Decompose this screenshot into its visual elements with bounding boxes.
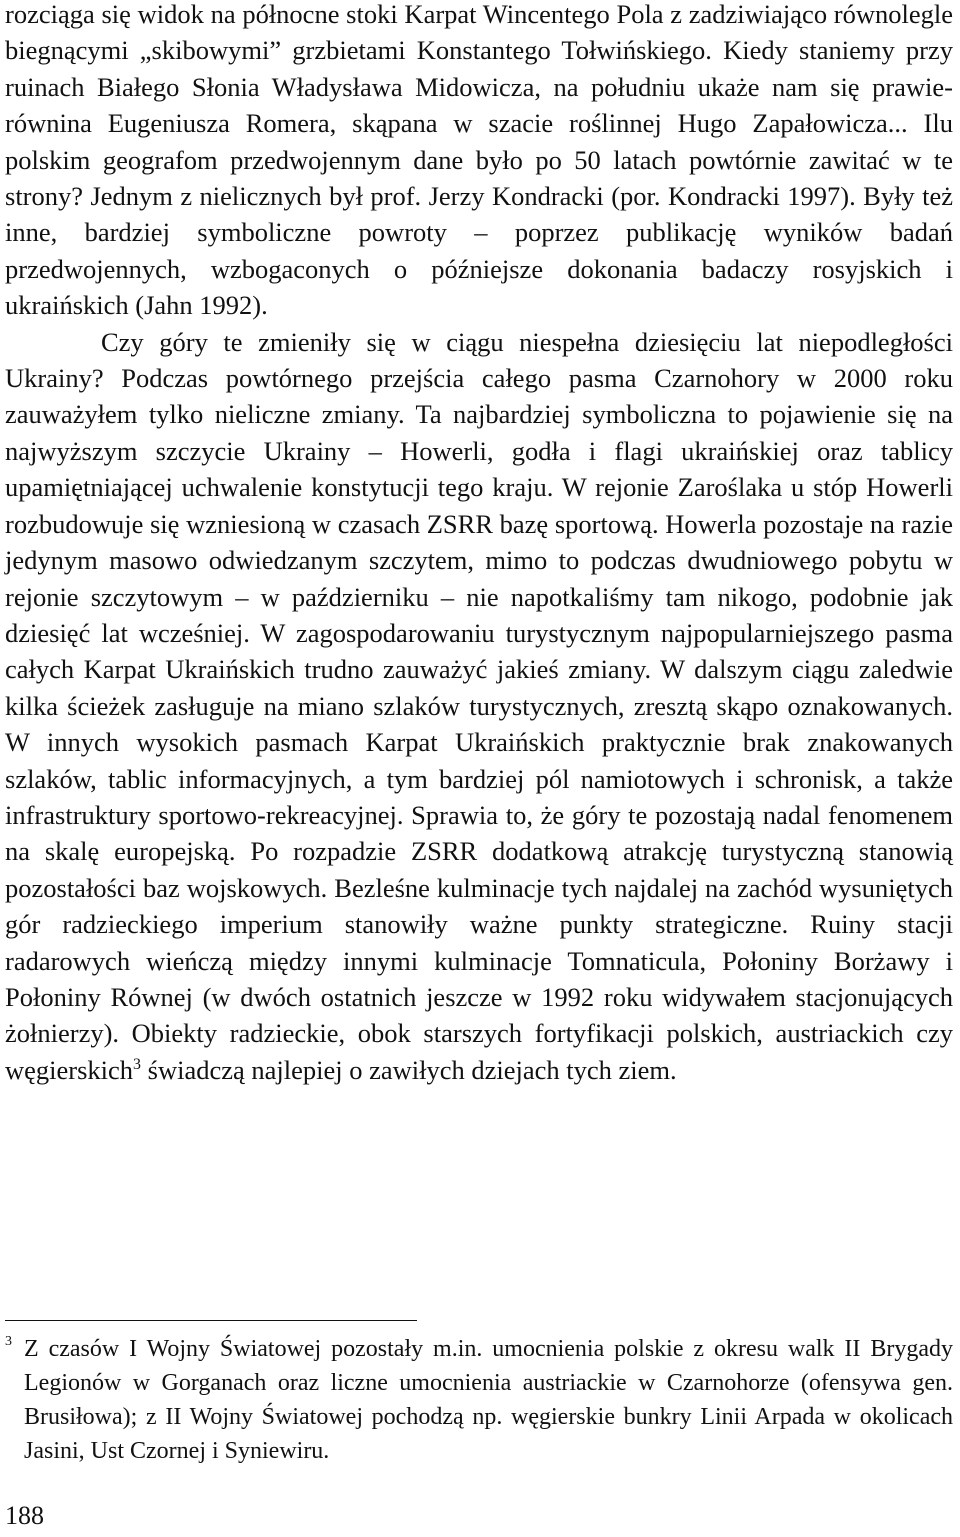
paragraph-1-text: rozciąga się widok na północne stoki Karpat Wincentego Pola z zadziwiająco równolegle biegnącymi „skibowymi” grzbietami Konstantego Tołwińskiego. Kiedy staniemy przy ruinach Białego Słonia Władysława Midowicza, na południu ukaże nam się prawie-równina Eugeniusza Romera, skąpana w szacie roślinnej Hugo Zapałowicza... Ilu polskim geografom przedwojennym dane było po 50 latach powtórnie zawitać w te strony? Jednym z nielicznych był prof. Jerzy Kondracki (por. Kondracki 1997). Były też inne, bardziej symboliczne powroty – poprzez publikację wyników badań przedwojennych, wzbogaconych o późniejsze dokonania badaczy rosyjskich i ukraińskich (Jahn 1992).	[5, 0, 953, 321]
paragraph-2	[5, 324, 953, 1089]
footnote-text: Z czasów I Wojny Światowej pozostały m.in. umocnienia polskie z okresu walk II Brygady Legionów w Gorganach oraz liczne umocnienia austriackie w Czarnohorze (ofensywa gen. Brusiłowa); z II Wojny Światowej pochodzą np. węgierskie bunkry Linii Arpada w okolicach Jasini, Ust Czornej i Syniewiru.	[24, 1336, 953, 1464]
paragraph-2-text: Czy góry te zmieniły się w ciągu niespełna dziesięciu lat niepodległości Ukrainy? Podczas powtórnego przejścia całego pasma Czarnohory w 2000 roku zauważyłem tylko nieliczne zmiany. Ta najbardziej symboliczna to pojawienie się na najwyższym szczycie Ukrainy – Howerli, godła i flagi ukraińskiej oraz tablicy upamiętniającej uchwalenie konstytucji tego kraju. W rejonie Zaroślaka u stóp Howerli rozbudowuje się wzniesioną w czasach ZSRR bazę sportową. Howerla pozostaje na razie jedynym masowo odwiedzanym szczytem, mimo to podczas dwudniowego pobytu w rejonie szczytowym – w październiku – nie napotkaliśmy tam nikogo, podobnie jak dziesięć lat wcześniej. W zagospodarowaniu turystycznym najpopularniejszego pasma całych Karpat Ukraińskich trudno zauważyć jakieś zmiany. W dalszym ciągu zaledwie kilka ścieżek zasługuje na miano szlaków turystycznych, zresztą skąpo oznakowanych. W innych wysokich pasmach Karpat Ukraińskich praktycznie brak znakowanych szlaków, tablic informacyjnych, a tym bardziej pól namiotowych i schronisk, a także infrastruktury sportowo-rekreacyjnej. Sprawia to, że góry te pozostają nadal fenomenem na skalę europejską. Po rozpadzie ZSRR dodatkową atrakcję turystyczną stanowią pozostałości baz wojskowych. Bezleśne kulminacje tych najdalej na zachód wysuniętych gór radzieckiego imperium stanowiły ważne punkty strategiczne. Ruiny stacji radarowych wieńczą między innymi kulminacje Tomnaticula, Połoniny Borżawy i Połoniny Równej (w dwóch ostatnich jeszcze w 1992 roku widywałem stacjonujących żołnierzy). Obiekty radzieckie, obok starszych fortyfikacji polskich, austriackich czy węgierskich	[5, 326, 953, 1085]
paragraph-1	[5, 0, 953, 324]
page-number: 188	[5, 1501, 44, 1530]
footnote	[5, 1332, 953, 1468]
footnote-separator	[5, 1320, 417, 1321]
body-text	[5, 0, 953, 1088]
footnote-reference[interactable]: 3	[133, 1055, 141, 1073]
paragraph-2-text-end: świadczą najlepiej o zawiłych dziejach tych ziem.	[141, 1054, 677, 1085]
footnote-marker: 3	[5, 1334, 12, 1349]
